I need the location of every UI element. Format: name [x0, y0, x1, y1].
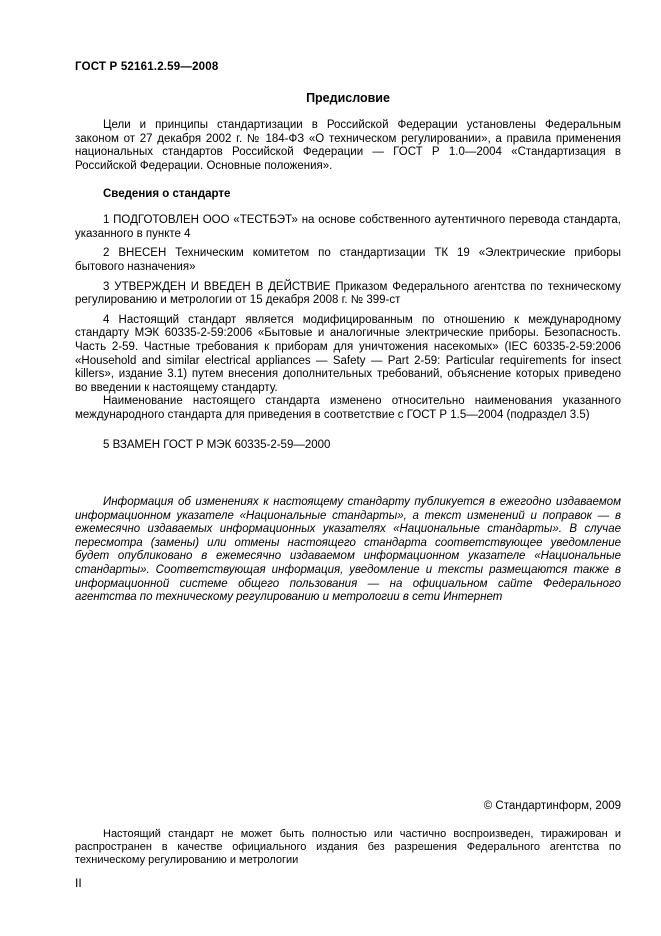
copyright-line: © Стандартинформ, 2009	[483, 800, 621, 812]
document-content	[75, 61, 621, 605]
standard-info-item-4: 4 Настоящий стандарт является модифицированным по отношению к международному стандарту МЭК 60335-2-59:2006 «Бытовые и аналогичные электрические приборы. Безопасность. Часть 2-59. Частные требования к приборам для уничтожения насекомых» (IEC 60335-2-59:2006 «Household and similar electrical appliances — Safety — Part 2-59: Particular requirements for insect killers», издание 3.1) путем внесения дополнительных требований, объяснение которых приведено во введении к настоящему стандарту.	[75, 313, 621, 394]
standard-info-item-5: 5 ВЗАМЕН ГОСТ Р МЭК 60335-2-59—2000	[103, 439, 331, 452]
amendments-note: Информация об изменениях к настоящему стандарту публикуется в ежегодно издаваемом информационном указателе «Национальные стандарты», а текст изменений и поправок — в ежемесячно издаваемых информационных указателях «Национальные стандарты». В случае пересмотра (замены) или отмены настоящего стандарта соответствующее уведомление будет опубликовано в ежемесячно издаваемом информационном указателе «Национальные стандарты». Соответствующая информация, уведомление и тексты размещаются также в информационной системе общего пользования — на официальном сайте Федерального агентства по техническому регулированию и метрологии в сети Интернет	[75, 496, 621, 604]
intro-paragraph: Цели и принципы стандартизации в Российской Федерации установлены Федеральным законом от 27 декабря 2002 г. № 184-ФЗ «О техническом регулировании», а правила применения национальных стандартов Российской Федерации — ГОСТ Р 1.0—2004 «Стандартизация в Российской Федерации. Основные положения».	[75, 119, 621, 172]
foreword-title: Предисловие	[306, 90, 390, 105]
section-heading: Сведения о стандарте	[103, 187, 231, 200]
standard-info-item-4-note: Наименование настоящего стандарта изменено относительно наименования указанного международного стандарта для приведения в соответствие с ГОСТ Р 1.5—2004 (подраздел 3.5)	[75, 395, 621, 421]
page-footer	[75, 800, 621, 891]
reproduction-note: Настоящий стандарт не может быть полностью или частично воспроизведен, тиражирован и распространен в качестве официального издания без разрешения Федерального агентства по техническому регулированию и метрологии	[75, 828, 621, 867]
standard-info-item-1: 1 ПОДГОТОВЛЕН ООО «ТЕСТБЭТ» на основе собственного аутентичного перевода стандарта, указанного в пункте 4	[75, 214, 621, 240]
document-designation: ГОСТ Р 52161.2.59—2008	[75, 61, 219, 73]
standard-info-item-3: 3 УТВЕРЖДЕН И ВВЕДЕН В ДЕЙСТВИЕ Приказом Федерального агентства по техническому регулированию и метрологии от 15 декабря 2008 г. № 399-ст	[75, 280, 621, 307]
standard-info-item-2: 2 ВНЕСЕН Техническим комитетом по стандартизации ТК 19 «Электрические приборы бытового назначения»	[75, 247, 621, 273]
page-number: II	[75, 876, 82, 891]
